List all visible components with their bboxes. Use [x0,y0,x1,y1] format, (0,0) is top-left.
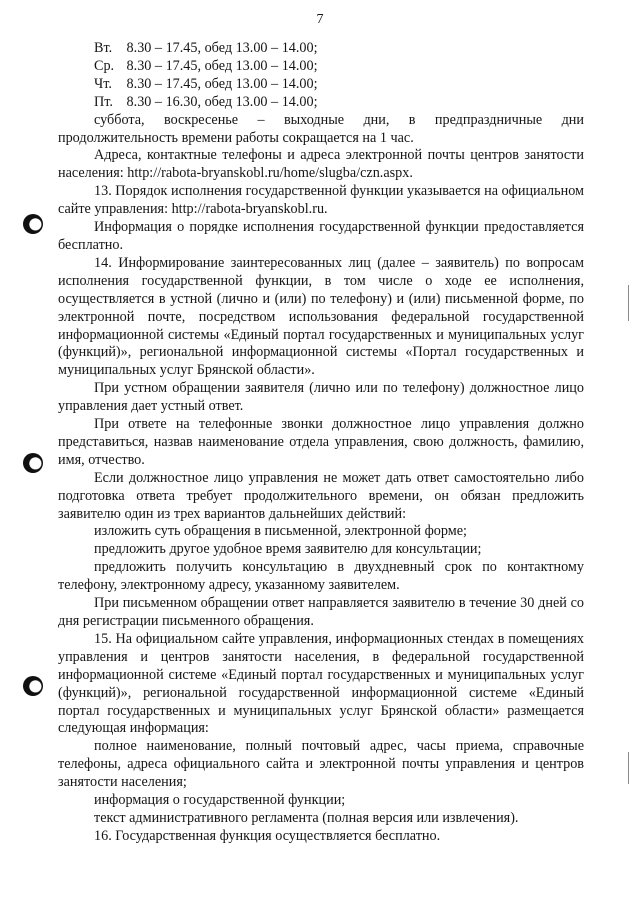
paragraph-written-request: При письменном обращении ответ направляется заявителю в течение 30 дней со дня регистрации письменного обращения. [58,595,584,629]
page-number: 7 [316,12,324,27]
paragraph-16: 16. Государственная функция осуществляется бесплатно. [94,827,441,844]
schedule-day: Пт. [94,93,113,110]
paragraph-info-free: Информация о порядке исполнения государственной функции предоставляется бесплатно. [58,219,584,253]
hole-punch-mark [23,453,43,473]
paragraph-oral-request: При устном обращении заявителя (лично или по телефону) должностное лицо управления дает устный ответ. [58,380,584,415]
hole-punch-mark [23,214,43,234]
paragraph-addresses: Адреса, контактные телефоны и адреса электронной почты центров занятости населения: http://rabota-bryanskobl.ru/home/slugba/czn.aspx. [58,147,584,182]
paragraph-phone-calls: При ответе на телефонные звонки должностное лицо управления должно представиться, назвав наименование отдела управления, свою должность, фамилию, имя, отчество. [58,416,584,468]
option-item: предложить другое удобное время заявителю для консультации; [94,541,482,558]
paragraph-14: 14. Информирование заинтересованных лиц (далее – заявитель) по вопросам исполнения государственной функции, в том числе о ходе ее исполнения, осуществляется в устной (лично и (или) по телефону) и (или) письменной форме, по электронной почте, посредством использования федеральной государственной информационной системы «Единый портал государственных и муниципальных услуг (функций)», региональной информационной системы «Портал государственных и муниципальных услуг Брянской области». [58,254,584,379]
paragraph-cannot-answer: Если должностное лицо управления не может дать ответ самостоятельно либо подготовка ответа требует продолжительного времени, он обязан предложить заявителю один из трех вариантов дальнейших действий: [58,469,584,522]
schedule-hours: 8.30 – 17.45, обед 13.00 – 14.00; [126,75,318,92]
paragraph-weekend: суббота, воскресенье – выходные дни, в предпраздничные дни продолжительность времени работы сокращается на 1 час. [58,111,584,146]
margin-scan-line [628,285,629,321]
schedule-day: Ср. [94,57,115,74]
schedule-hours: 8.30 – 17.45, обед 13.00 – 14.00; [126,57,318,74]
info-item: информация о государственной функции; [94,792,346,809]
paragraph-13: 13. Порядок исполнения государственной функции указывается на официальном сайте управления: http://rabota-bryanskobl.ru. [58,183,584,218]
document-body [58,40,584,846]
paragraph-15: 15. На официальном сайте управления, информационных стендах в помещениях управления и центров занятости населения, в федеральной государственной информационной системе «Единый портал государственных и муниципальных услуг (функций)», региональной государственной информационной системе «Единый портал государственных и муниципальных услуг Брянской области» размещается следующая информация: [58,630,584,737]
schedule-day: Чт. [94,75,112,92]
schedule-row [58,40,584,58]
hole-punch-mark [23,676,43,696]
info-item: полное наименование, полный почтовый адрес, часы приема, справочные телефоны, адреса официального сайта и электронной почты управления и центров занятости населения; [58,738,584,791]
schedule-row [58,58,584,76]
schedule-row [58,76,584,94]
option-item: изложить суть обращения в письменной, электронной форме; [94,523,467,540]
option-item: предложить получить консультацию в двухдневный срок по контактному телефону, электронному адресу, указанному заявителем. [58,559,584,594]
margin-scan-line [628,752,629,784]
schedule-day: Вт. [94,40,113,56]
schedule-row [58,94,584,112]
schedule-hours: 8.30 – 16.30, обед 13.00 – 14.00; [126,93,318,110]
info-item: текст административного регламента (полная версия или извлечения). [94,809,519,826]
schedule-hours: 8.30 – 17.45, обед 13.00 – 14.00; [126,40,318,56]
